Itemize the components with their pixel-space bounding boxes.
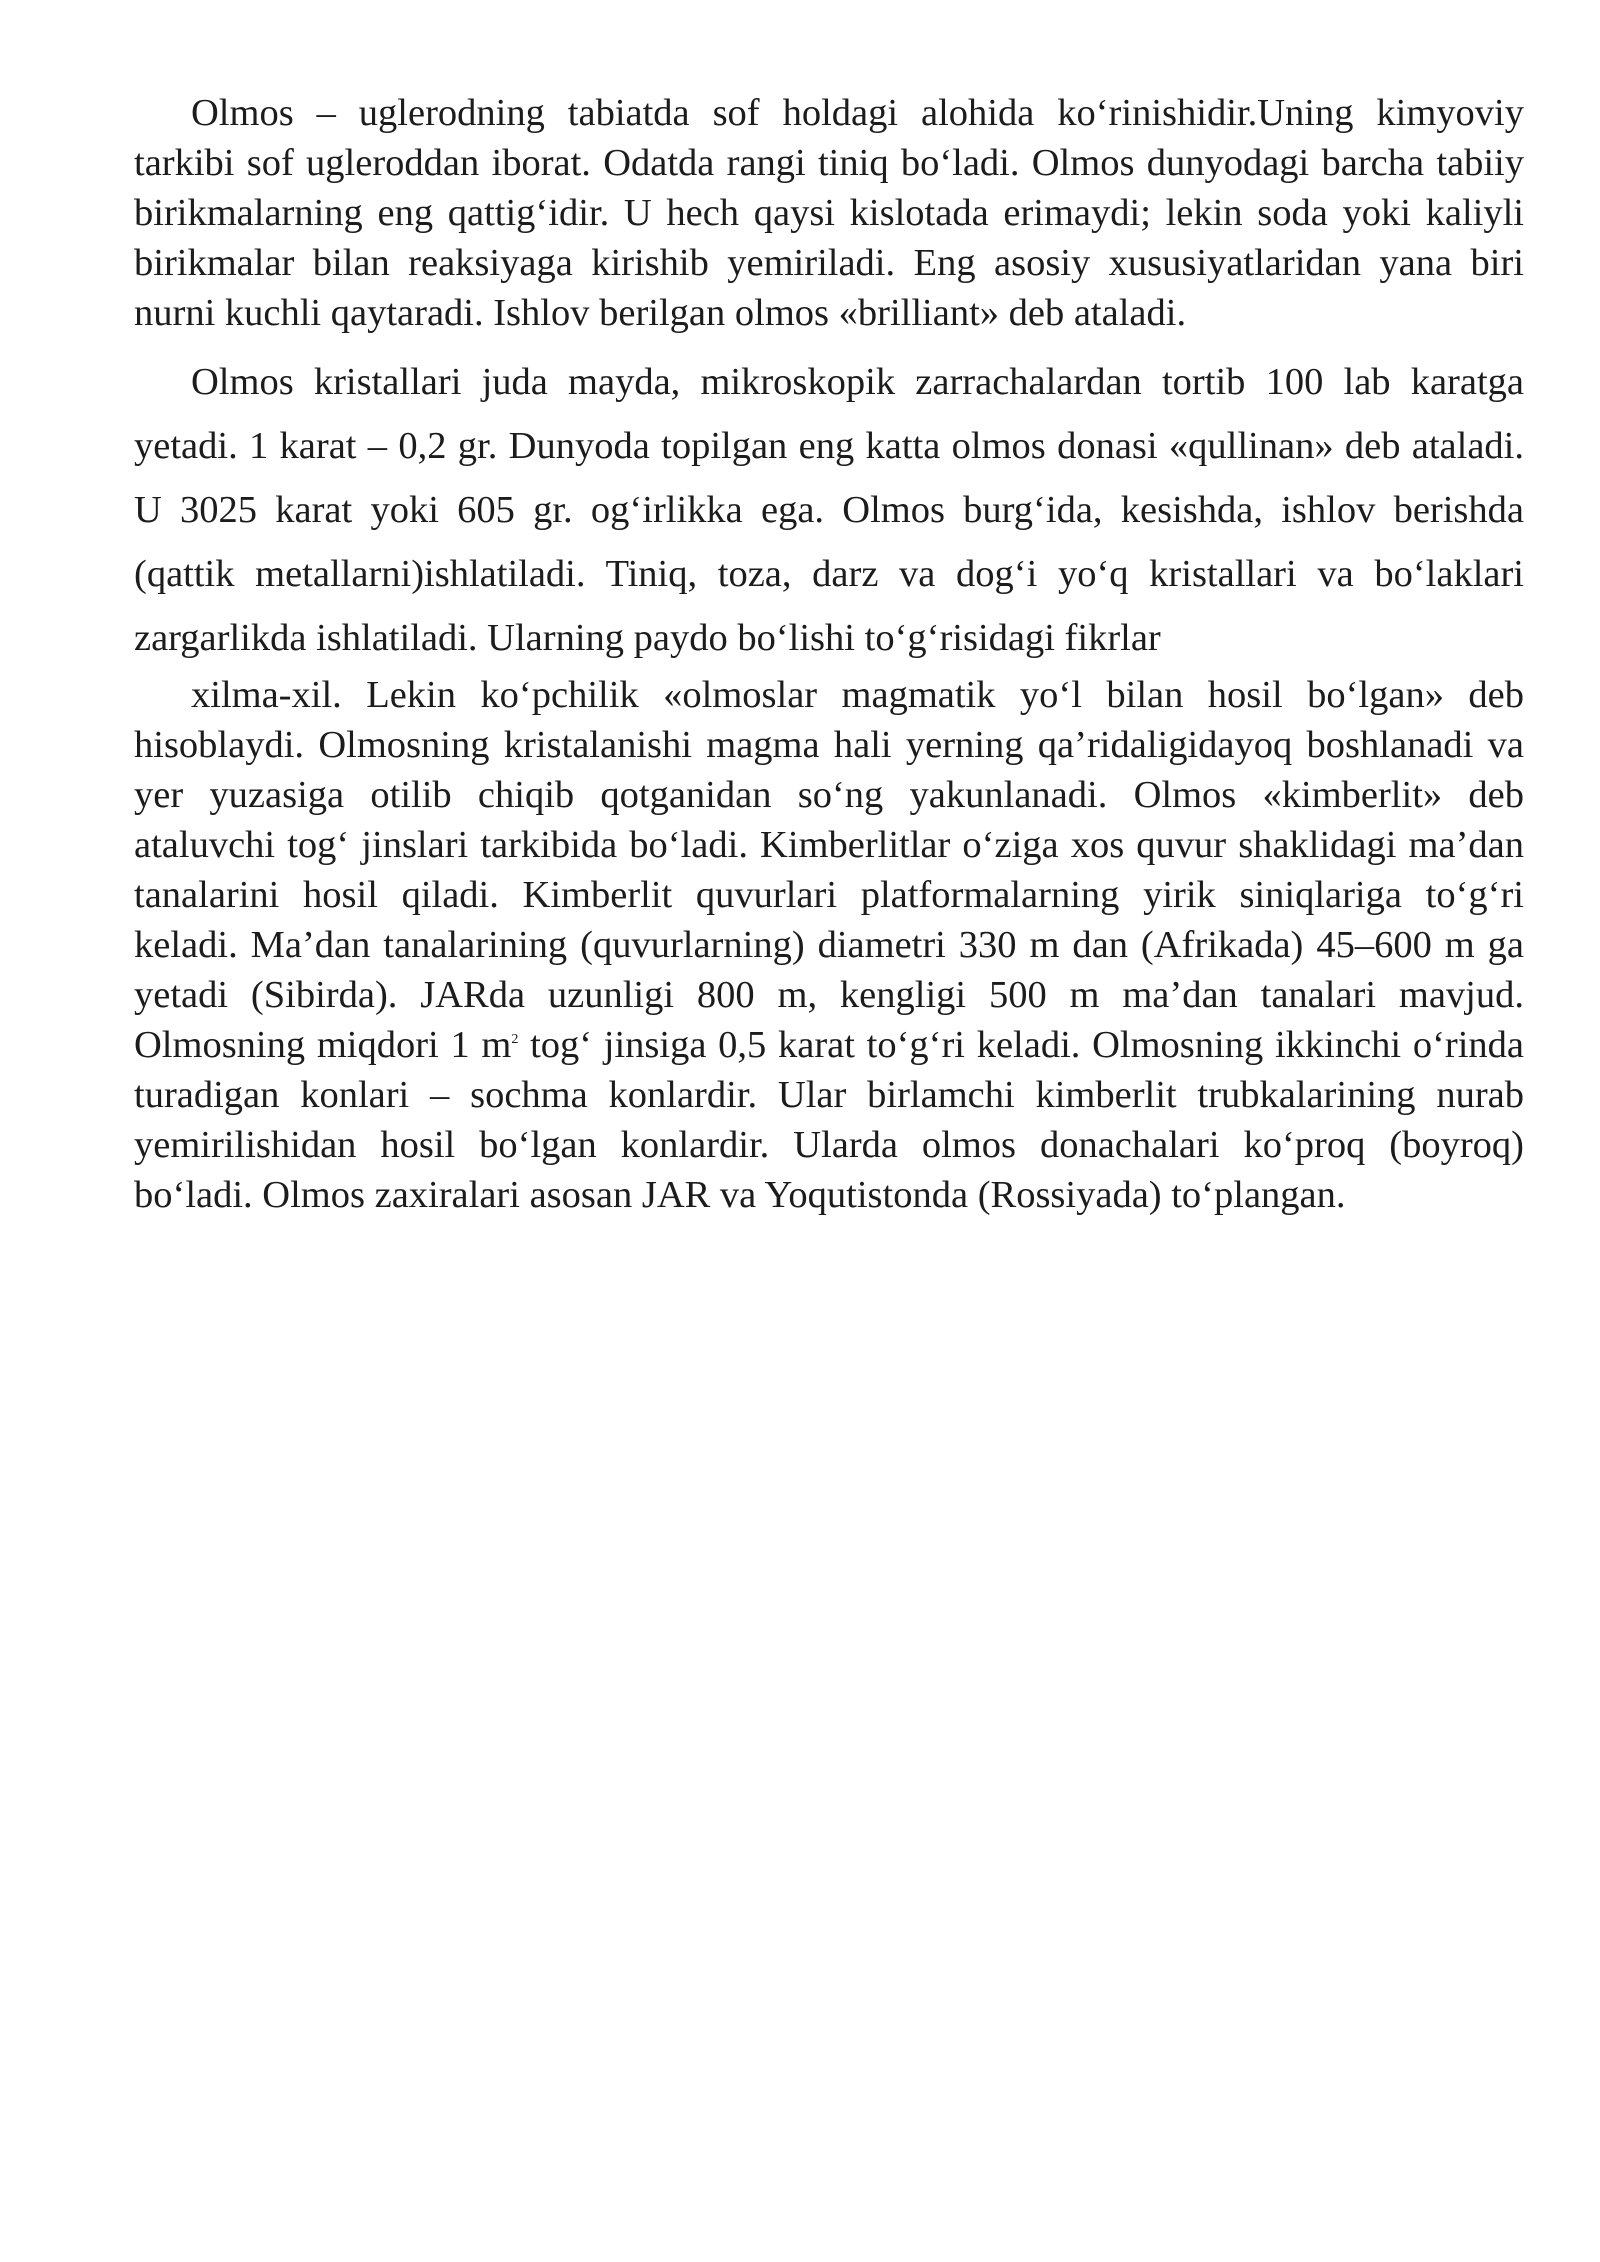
paragraph-olmos-crystals: Olmos kristallari juda mayda, mikroskopik zarrachalardan tortib 100 lab karatga yetadi. 1 karat – 0,2 gr. Dunyoda topilgan eng katta olmos donasi «qullinan» deb ataladi. U 3025 karat yoki 605 gr. og‘irlikka ega. Olmos burg‘ida, kesishda, ishlov berishda (qattik metallarni)ishlatiladi. Tiniq, toza, darz va dog‘i yo‘q kristallari va bo‘laklari zargarlikda ishlatiladi. Ularning paydo bo‘lishi to‘g‘risidagi fikrlar [134, 361, 1524, 659]
superscript-square: 2 [511, 1032, 519, 1047]
paragraph-olmos-origin [134, 670, 1524, 1220]
paragraph-origin-text-part2: tog‘ jinsiga 0,5 karat to‘g‘ri keladi. Olmosning ikkinchi o‘rinda turadigan konlari – sochma konlardir. Ular birlamchi kimberlit trubkalarining nurab yemirilishidan hosil bo‘lgan konlardir. Ularda olmos donachalari ko‘proq (boyroq) bo‘ladi. Olmos zaxiralari asosan JAR va Yoqutistonda (Rossiyada) to‘plangan. [134, 1024, 1524, 1216]
document-page [134, 88, 1524, 1220]
paragraph-origin-text-part1: xilma-xil. Lekin ko‘pchilik «olmoslar magmatik yo‘l bilan hosil bo‘lgan» deb hisoblaydi. Olmosning kristalanishi magma hali yerning qa’ridaligidayoq boshlanadi va yer yuzasiga otilib chiqib qotganidan so‘ng yakunlanadi. Olmos «kimberlit» deb ataluvchi tog‘ jinslari tarkibida bo‘ladi. Kimberlitlar o‘ziga xos quvur shaklidagi ma’dan tanalarini hosil qiladi. Kimberlit quvurlari platformalarning yirik siniqlariga to‘g‘ri keladi. Ma’dan tanalarining (quvurlarning) diametri 330 m dan (Afrikada) 45–600 m ga yetadi (Sibirda). JARda uzunligi 800 m, kengligi 500 m ma’dan tanalari mavjud. Olmosning miqdori 1 m [134, 674, 1524, 1066]
paragraph-olmos-definition: Olmos – uglerodning tabiatda sof holdagi alohida ko‘rinishidir.Uning kimyoviy tarkibi sof ugleroddan iborat. Odatda rangi tiniq bo‘ladi. Olmos dunyodagi barcha tabiiy birikmalarning eng qattig‘idir. U hech qaysi kislotada erimaydi; lekin soda yoki kaliyli birikmalar bilan reaksiyaga kirishib yemiriladi. Eng asosiy xususiyatlaridan yana biri nurni kuchli qaytaradi. Ishlov berilgan olmos «brilliant» deb ataladi. [134, 92, 1524, 334]
